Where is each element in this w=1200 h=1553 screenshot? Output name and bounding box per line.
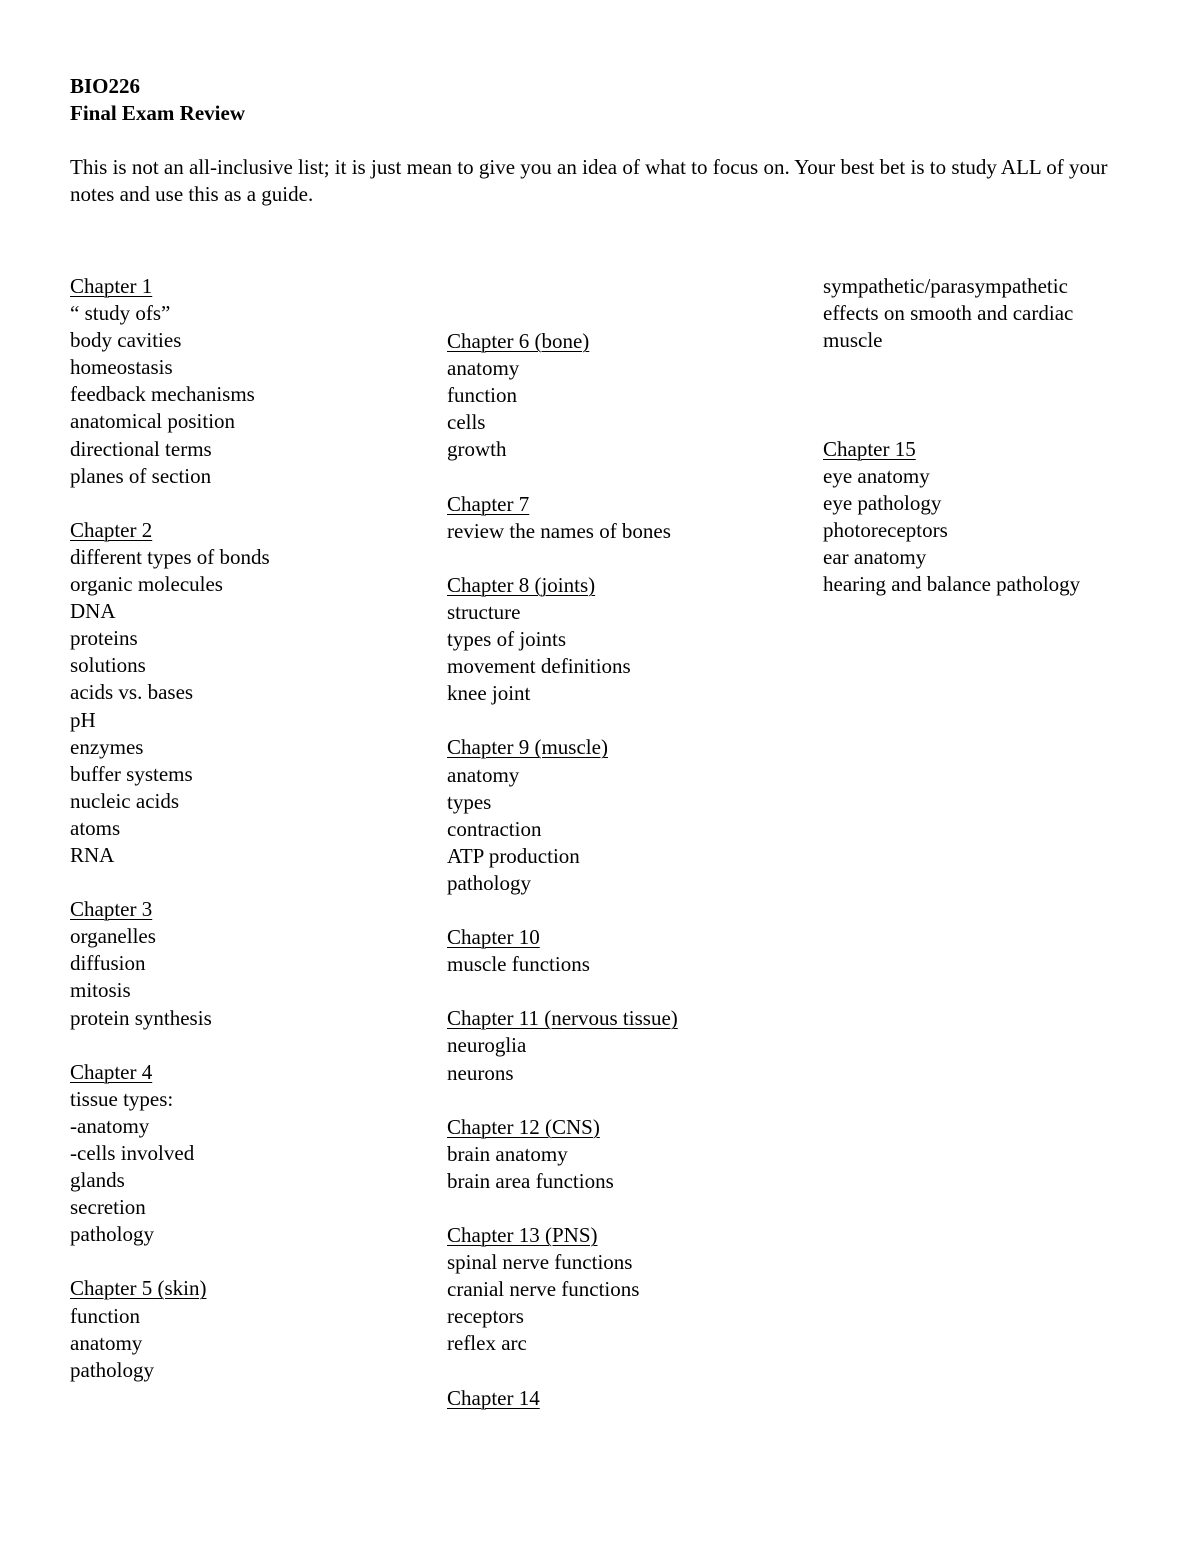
topic-item: receptors xyxy=(447,1304,524,1329)
topic-item: pH xyxy=(70,707,96,732)
chapter-heading: Chapter 4 xyxy=(70,1059,153,1084)
topic-item: protein synthesis xyxy=(70,1005,212,1030)
topic-item: function xyxy=(70,1303,140,1328)
topic-item: atoms xyxy=(70,815,121,840)
topic-item: cells xyxy=(447,410,486,435)
topic-item: anatomy xyxy=(70,1330,143,1355)
chapter-section xyxy=(447,491,807,545)
topic-item: body cavities xyxy=(70,328,182,353)
topic-item: homeostasis xyxy=(70,355,173,380)
chapter-heading: Chapter 6 (bone) xyxy=(447,329,590,353)
topic-item: directional terms xyxy=(70,436,212,461)
column-2 xyxy=(447,328,807,1412)
chapter-heading: Chapter 13 (PNS) xyxy=(447,1223,598,1248)
topic-item: spinal nerve functions xyxy=(447,1250,633,1275)
intro-paragraph: This is not an all-inclusive list; it is just mean to give you an idea of what to focus on. Your best bet is to study ALL of your notes and use this as a guide. xyxy=(70,155,1108,206)
topic-item: neurons xyxy=(447,1060,514,1085)
topic-item: brain area functions xyxy=(447,1168,614,1193)
chapter-heading: Chapter 3 xyxy=(70,897,153,922)
chapter-section xyxy=(70,1275,430,1383)
topic-item: muscle xyxy=(823,328,883,353)
topic-item: neuroglia xyxy=(447,1033,527,1058)
chapter-heading: Chapter 8 (joints) xyxy=(447,572,596,597)
topic-item: types of joints xyxy=(447,627,566,652)
topic-item: organic molecules xyxy=(70,572,223,597)
chapter-section xyxy=(70,273,430,490)
chapter-heading: Chapter 5 (skin) xyxy=(70,1276,207,1301)
topic-item: anatomy xyxy=(447,762,520,787)
topic-item: hearing and balance pathology xyxy=(823,572,1081,597)
column-3 xyxy=(823,273,1183,598)
course-code: BIO226 xyxy=(70,74,141,98)
topic-item: “ study ofs” xyxy=(70,301,171,326)
chapter-heading: Chapter 1 xyxy=(70,274,153,298)
topic-item: diffusion xyxy=(70,951,146,976)
chapter-section xyxy=(70,517,430,869)
chapter-heading: Chapter 7 xyxy=(447,491,530,516)
chapter-section xyxy=(447,1005,807,1086)
topic-item: review the names of bones xyxy=(447,518,671,543)
topic-item: buffer systems xyxy=(70,761,193,786)
topic-item: DNA xyxy=(70,599,116,624)
chapter-heading: Chapter 2 xyxy=(70,517,153,542)
topic-item: ear anatomy xyxy=(823,544,927,569)
chapter-section xyxy=(823,436,1183,599)
topic-item: -anatomy xyxy=(70,1113,150,1138)
topic-item: effects on smooth and cardiac xyxy=(823,301,1074,326)
topic-item: contraction xyxy=(447,816,542,841)
topic-item: enzymes xyxy=(70,734,144,759)
chapter-heading: Chapter 9 (muscle) xyxy=(447,735,608,760)
topic-item: cranial nerve functions xyxy=(447,1277,640,1302)
topic-item: secretion xyxy=(70,1195,146,1220)
topic-item: tissue types: xyxy=(70,1086,174,1111)
topic-item: organelles xyxy=(70,924,156,949)
topic-item: pathology xyxy=(447,870,531,895)
topic-item: movement definitions xyxy=(447,654,631,679)
topic-item: knee joint xyxy=(447,681,531,706)
topic-item: anatomical position xyxy=(70,409,236,434)
topic-item: muscle functions xyxy=(447,952,590,977)
chapter-section xyxy=(447,572,807,707)
topic-item: eye anatomy xyxy=(823,463,930,488)
topic-item: pathology xyxy=(70,1222,154,1247)
topic-item: mitosis xyxy=(70,978,131,1003)
topic-item: nucleic acids xyxy=(70,788,180,813)
topic-item: growth xyxy=(447,437,507,462)
chapter-section xyxy=(447,328,807,463)
chapter-section xyxy=(447,1222,807,1357)
topic-item: solutions xyxy=(70,653,146,678)
chapter-section xyxy=(447,924,807,978)
topic-item: proteins xyxy=(70,626,138,651)
chapter-section xyxy=(823,273,1183,354)
topic-item: brain anatomy xyxy=(447,1141,568,1166)
chapter-section xyxy=(447,734,807,897)
topic-item: acids vs. bases xyxy=(70,680,194,705)
topic-item: planes of section xyxy=(70,463,212,488)
chapter-heading: Chapter 14 xyxy=(447,1385,540,1410)
chapter-section xyxy=(447,1385,807,1412)
chapter-section xyxy=(70,896,430,1031)
chapter-section xyxy=(70,1059,430,1249)
topic-item: pathology xyxy=(70,1357,154,1382)
chapter-heading: Chapter 15 xyxy=(823,436,916,461)
topic-item: glands xyxy=(70,1168,125,1193)
topic-item: different types of bonds xyxy=(70,544,270,569)
topic-item: -cells involved xyxy=(70,1141,195,1165)
topic-item: feedback mechanisms xyxy=(70,382,255,407)
topic-item: eye pathology xyxy=(823,490,942,515)
topic-item: ATP production xyxy=(447,843,580,868)
column-1 xyxy=(70,273,430,1384)
topic-item: photoreceptors xyxy=(823,517,948,542)
topic-item: sympathetic/parasympathetic xyxy=(823,274,1068,298)
document-title: Final Exam Review xyxy=(70,101,245,125)
chapter-heading: Chapter 10 xyxy=(447,925,540,950)
topic-item: reflex arc xyxy=(447,1331,527,1356)
chapter-section xyxy=(447,1114,807,1195)
topic-item: anatomy xyxy=(447,356,520,381)
chapter-heading: Chapter 12 (CNS) xyxy=(447,1114,600,1139)
topic-item: structure xyxy=(447,599,521,624)
topic-item: RNA xyxy=(70,842,115,867)
chapter-heading: Chapter 11 (nervous tissue) xyxy=(447,1006,678,1031)
topic-item: function xyxy=(447,383,517,408)
topic-item: types xyxy=(447,789,492,814)
